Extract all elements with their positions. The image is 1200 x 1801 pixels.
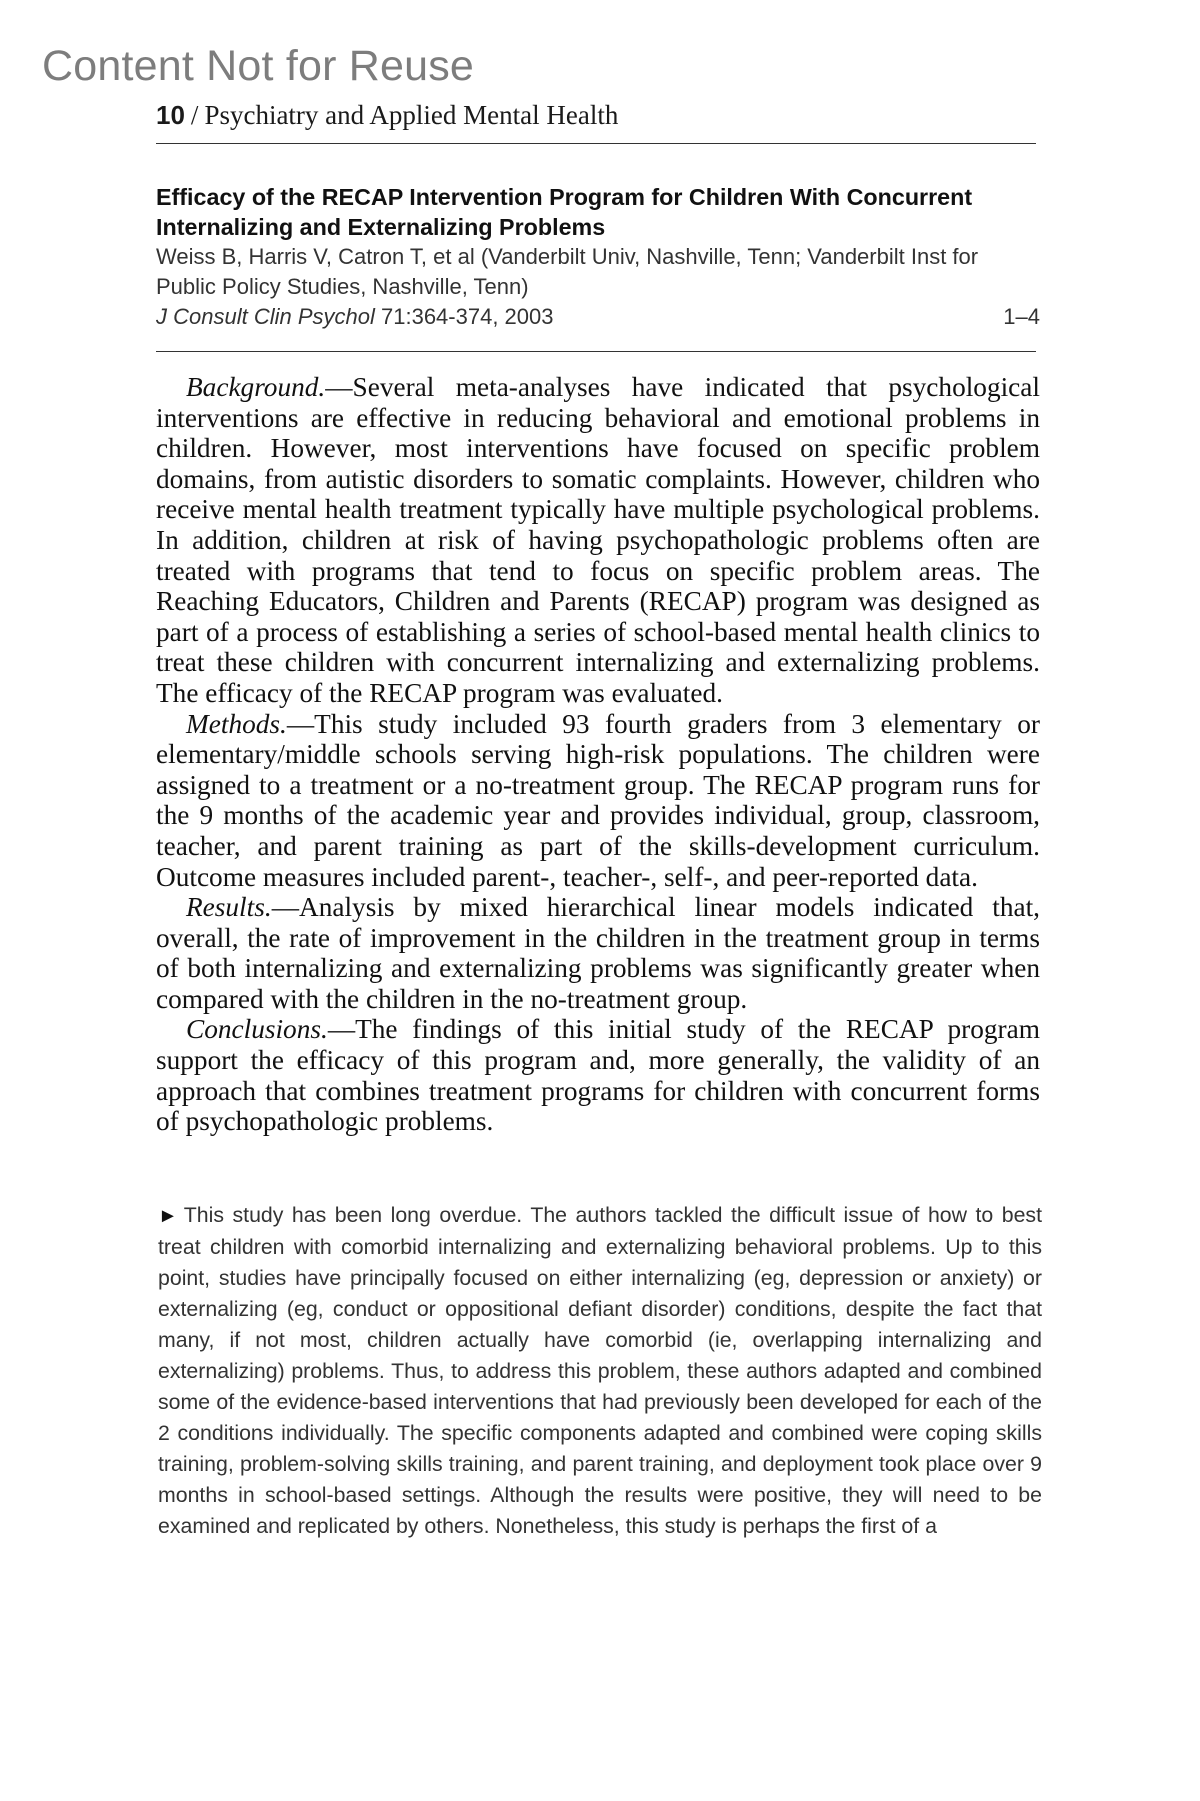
article-title: Efficacy of the RECAP Intervention Program for Children With Concurrent Internalizing and Externalizing Problems	[156, 184, 973, 240]
conclusions-heading: Conclusions.	[186, 1014, 328, 1045]
citation-rule	[156, 351, 1036, 352]
abstract-conclusions	[156, 1014, 1040, 1136]
methods-text: —This study included 93 fourth graders from 3 elementary or elementary/middle schools serving high-risk populations. The children were assigned to a treatment or a no-treatment group. The RECAP program runs for the 9 months of the academic year and provides individual, group, classroom, teacher, and parent training as part of the skills-development curriculum. Outcome measures included parent-, teacher-, self-, and peer-reported data.	[156, 708, 1040, 892]
page-number: 10	[156, 100, 185, 130]
journal-line	[156, 302, 1040, 332]
conclusions-text: —The findings of this initial study of the RECAP program support the efficacy of this program and, more generally, the validity of an approach that combines treatment programs for children with concurrent forms of psychopathologic problems.	[156, 1014, 1040, 1137]
watermark: Content Not for Reuse	[42, 42, 475, 90]
background-text: —Several meta-analyses have indicated that psychological interventions are effective in reducing behavioral and emotional problems in children. However, most interventions have focused on specific problem domains, from autistic disorders to somatic complaints. However, children who receive mental health treatment typically have multiple psychological problems. In addition, children at risk of having psychopathologic problems often are treated with programs that tend to focus on specific problem areas. The Reaching Educators, Children and Parents (RECAP) program was designed as part of a process of establishing a series of school-based mental health clinics to treat these children with concurrent internalizing and externalizing problems. The efficacy of the RECAP program was evaluated.	[156, 372, 1040, 708]
abstract-methods	[156, 709, 1040, 893]
journal-volume-pages: 71:364-374, 2003	[381, 304, 554, 329]
background-heading: Background.	[186, 372, 326, 402]
running-head	[156, 100, 1036, 131]
article-authors: Weiss B, Harris V, Catron T, et al (Vanderbilt Univ, Nashville, Tenn; Vanderbilt Inst for Public Policy Studies, Nashville, Tenn)	[156, 244, 979, 299]
triangle-marker-icon: ►	[158, 1205, 178, 1227]
results-text: —Analysis by mixed hierarchical linear models indicated that, overall, the rate of improvement in the children in the treatment group in terms of both internalizing and externalizing problems was significantly greater when compared with the children in the no-treatment group.	[156, 892, 1040, 1014]
article-code: 1–4	[1003, 304, 1040, 329]
methods-heading: Methods.	[186, 708, 287, 739]
commentary	[158, 1200, 1042, 1542]
running-head-separator: /	[190, 100, 199, 130]
citation-block	[156, 182, 1040, 332]
abstract	[156, 372, 1040, 1137]
abstract-background	[156, 372, 1040, 709]
abstract-results	[156, 892, 1040, 1014]
commentary-text: This study has been long overdue. The authors tackled the difficult issue of how to best treat children with comorbid internalizing and externalizing behavioral problems. Up to this point, studies have principally focused on either internalizing (eg, depression or anxiety) or externalizing (eg, conduct or oppositional defiant disorder) conditions, despite the fact that many, if not most, children actually have comorbid (ie, overlapping internalizing and externalizing) problems. Thus, to address this problem, these authors adapted and combined some of the evidence-based interventions that had previously been developed for each of the 2 conditions individually. The specific components adapted and combined were coping skills training, problem-solving skills training, and parent training, and deployment took place over 9 months in school-based settings. Although the results were positive, they will need to be examined and replicated by others. Nonetheless, this study is perhaps the first of a	[158, 1203, 1042, 1538]
journal-name: J Consult Clin Psychol	[156, 304, 375, 329]
section-title: Psychiatry and Applied Mental Health	[204, 100, 619, 130]
results-heading: Results.	[186, 892, 272, 923]
header-rule	[156, 143, 1036, 144]
